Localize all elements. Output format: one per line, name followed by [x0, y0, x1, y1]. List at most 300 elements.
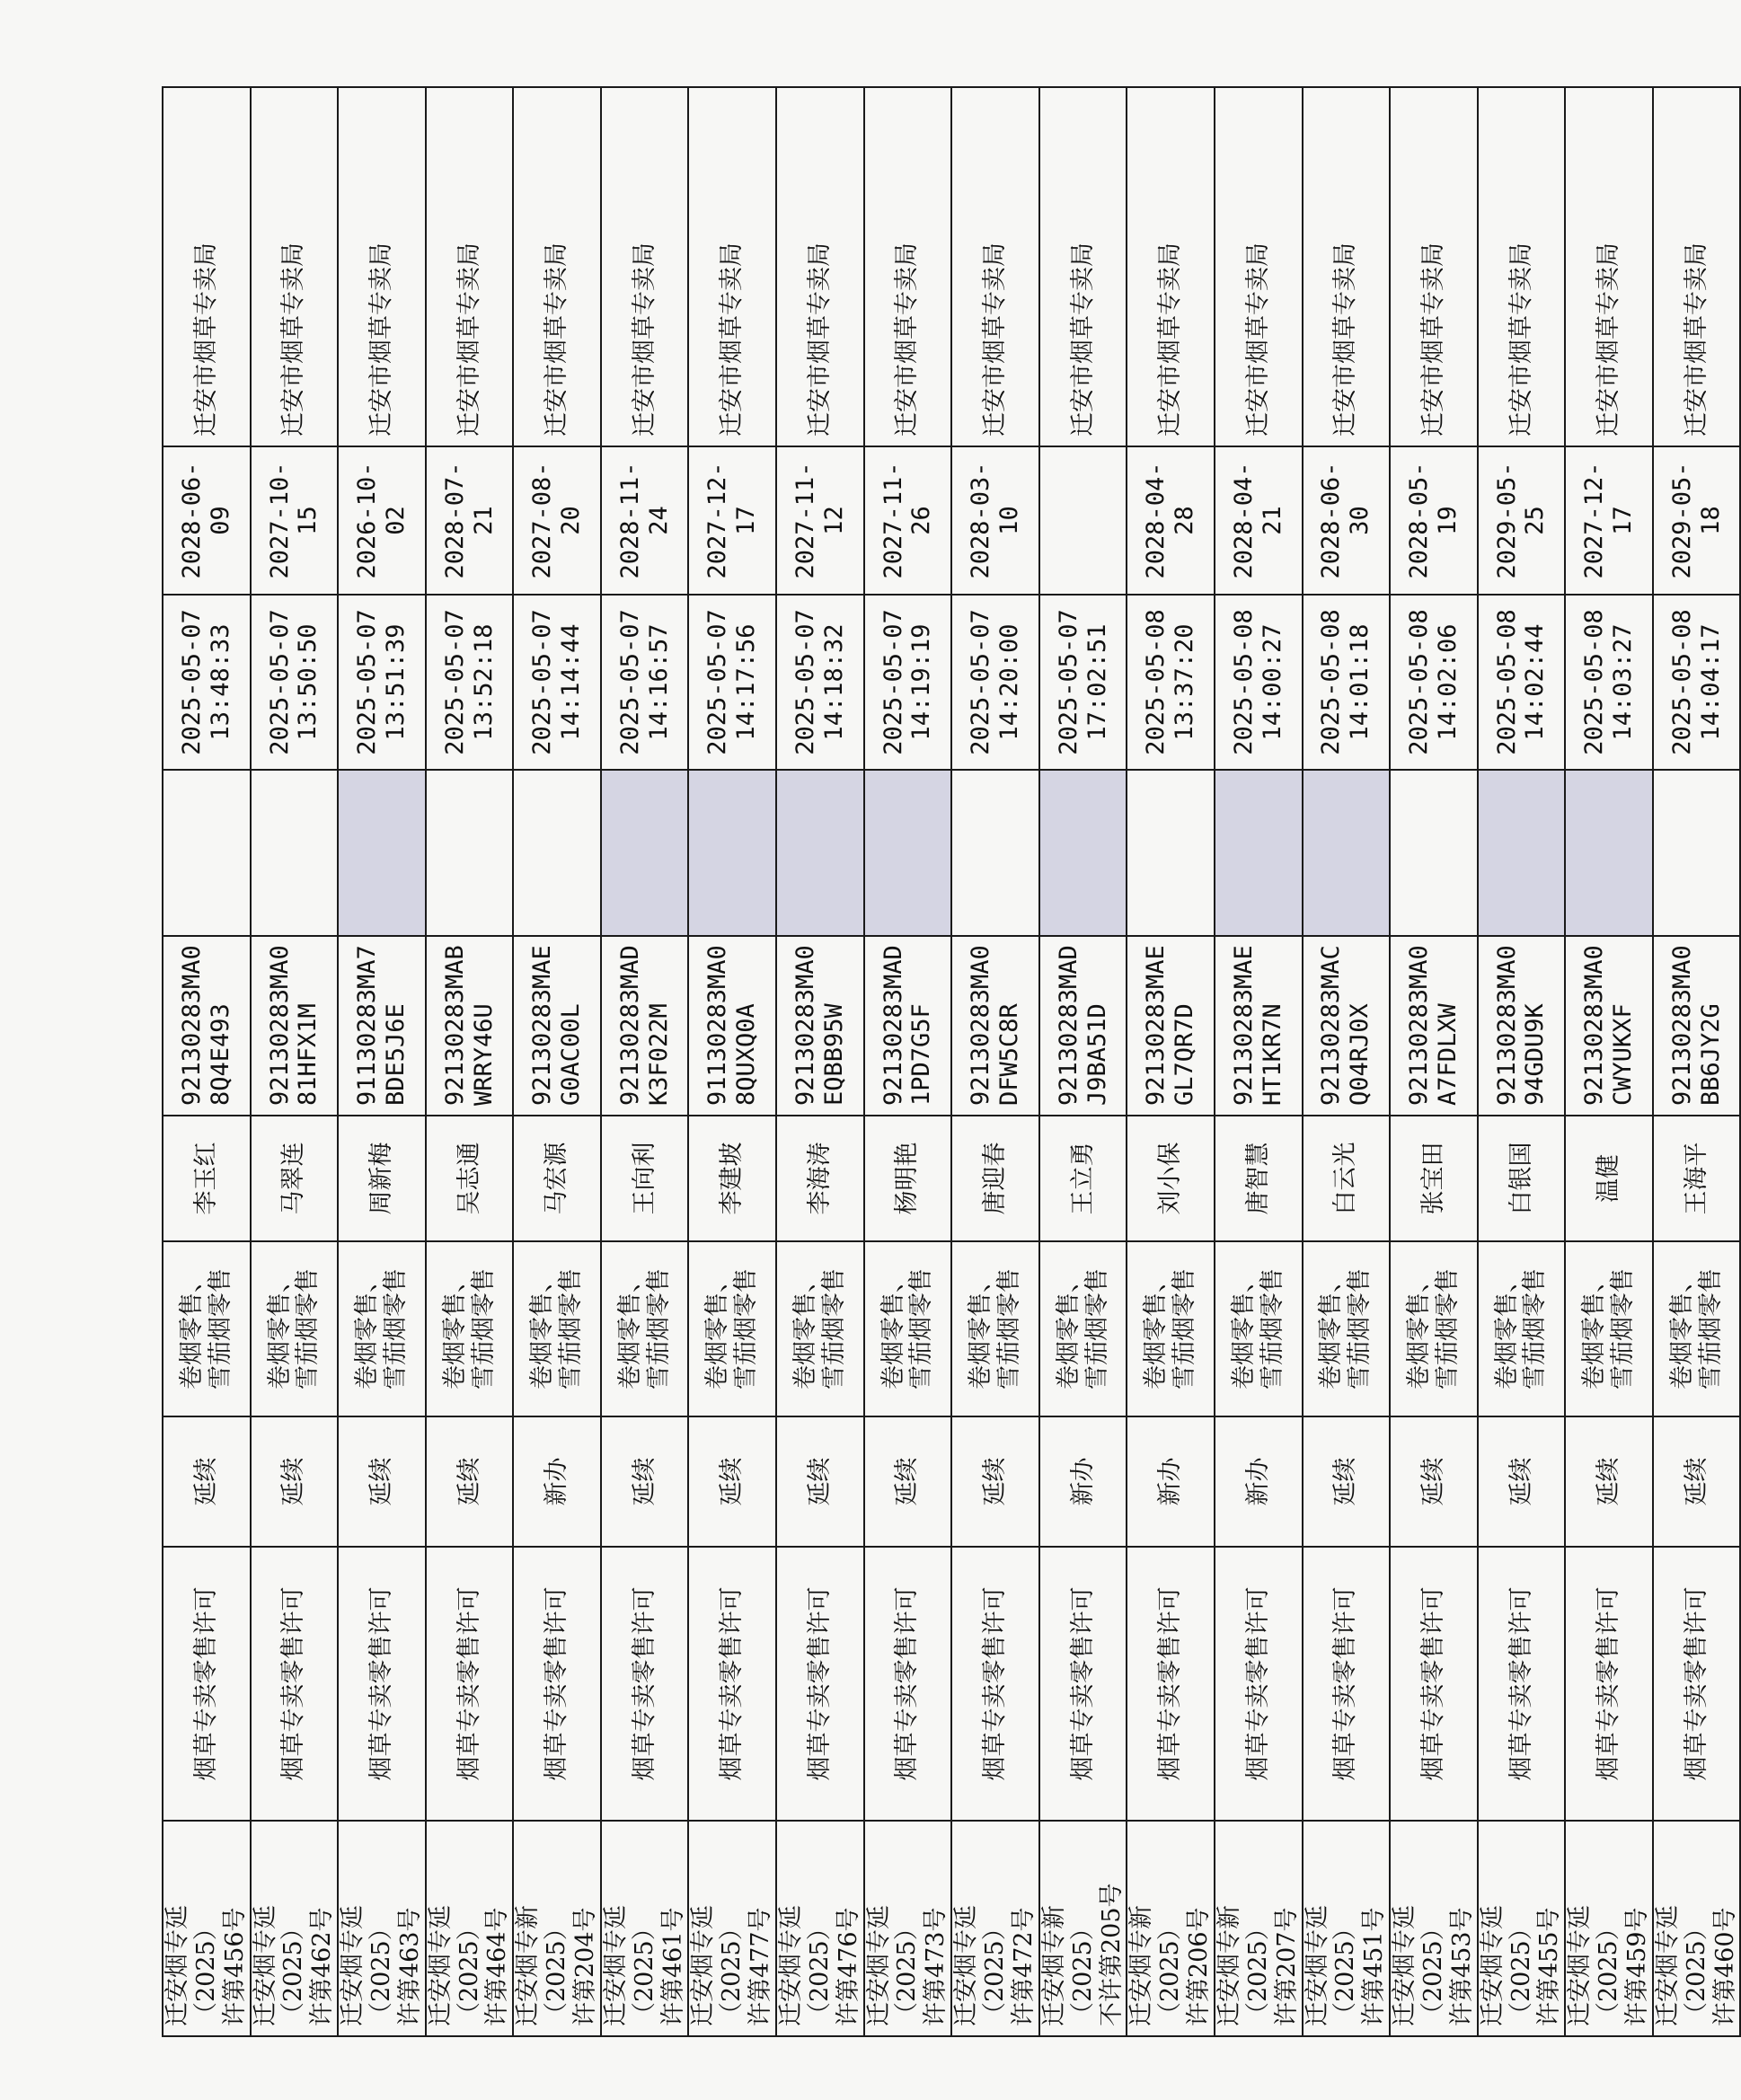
license-number: 迁安烟专延（2025） 许第464号 [426, 1905, 512, 2026]
issuing-authority: 迁安市烟草专卖局 [1331, 243, 1360, 437]
holder-name: 李海涛 [805, 1142, 834, 1215]
approval-mode-cell [688, 1416, 776, 1547]
license-type-cell [163, 1547, 251, 1821]
issuing-authority-cell [688, 87, 776, 446]
license-number: 迁安烟专延（2025） 许第463号 [339, 1905, 424, 2026]
holder-name: 王向利 [630, 1142, 658, 1215]
blank-cell [163, 770, 251, 936]
issuing-authority: 迁安市烟草专卖局 [630, 243, 658, 437]
business-scope: 卷烟零售、 雪茄烟零售 [440, 1268, 498, 1390]
valid-until: 2028-06-09 [177, 462, 234, 579]
holder-name: 王立勇 [1068, 1142, 1097, 1215]
credit-code: 92130283MAD K3F022M [615, 945, 673, 1106]
valid-until: 2026-10-02 [353, 462, 410, 579]
holder-name-cell [1215, 1116, 1303, 1241]
license-number: 迁安烟专新（2025） 不许第205号 [1039, 1883, 1126, 2026]
holder-name-cell [426, 1116, 514, 1241]
business-scope: 卷烟零售、 雪茄烟零售 [353, 1268, 410, 1390]
issuing-authority: 迁安市烟草专卖局 [367, 243, 396, 437]
holder-name: 温健 [1595, 1154, 1623, 1203]
license-number-cell [1653, 1821, 1741, 2036]
approval-mode: 延续 [805, 1457, 834, 1506]
credit-code-cell [688, 936, 776, 1116]
blank-cell [338, 770, 426, 936]
blank-cell [1039, 770, 1127, 936]
license-type: 烟草专卖零售许可 [1331, 1586, 1360, 1781]
decision-time-cell [601, 595, 689, 770]
valid-until-cell [251, 446, 339, 595]
issuing-authority: 迁安市烟草专卖局 [455, 243, 483, 437]
business-scope-cell [601, 1241, 689, 1416]
valid-until: 2028-11-24 [615, 462, 673, 579]
license-type-cell [1039, 1547, 1127, 1821]
issuing-authority-cell [1215, 87, 1303, 446]
license-number: 迁安烟专新（2025） 许第204号 [514, 1905, 600, 2026]
issuing-authority: 迁安市烟草专卖局 [893, 243, 922, 437]
decision-time-cell [513, 595, 601, 770]
decision-time-cell [1565, 595, 1653, 770]
business-scope-cell [426, 1241, 514, 1416]
license-number-cell [251, 1821, 339, 2036]
business-scope-cell [1303, 1241, 1391, 1416]
holder-name: 李建坡 [718, 1142, 747, 1215]
decision-time-cell [251, 595, 339, 770]
credit-code-cell [1390, 936, 1478, 1116]
valid-until-cell [601, 446, 689, 595]
valid-until-cell [776, 446, 864, 595]
license-type-cell [864, 1547, 952, 1821]
license-type-cell [951, 1547, 1039, 1821]
issuing-authority: 迁安市烟草专卖局 [1507, 243, 1535, 437]
holder-name-cell [163, 1116, 251, 1241]
license-type: 烟草专卖零售许可 [1068, 1586, 1097, 1781]
holder-name: 王海平 [1682, 1142, 1710, 1215]
business-scope: 卷烟零售、 雪茄烟零售 [1142, 1268, 1199, 1390]
table-row [864, 87, 952, 2036]
credit-code: 92130283MAD J9BA51D [1054, 945, 1111, 1106]
approval-mode-cell [1039, 1416, 1127, 1547]
table-row [513, 87, 601, 2036]
license-type: 烟草专卖零售许可 [279, 1586, 308, 1781]
decision-time-cell [426, 595, 514, 770]
blank-cell [688, 770, 776, 936]
holder-name-cell [1390, 1116, 1478, 1241]
license-type-cell [251, 1547, 339, 1821]
decision-time: 2025-05-07 14:20:00 [967, 609, 1023, 755]
valid-until-cell [1653, 446, 1741, 595]
license-type-cell [1390, 1547, 1478, 1821]
license-number: 迁安烟专新（2025） 许第207号 [1215, 1905, 1301, 2026]
approval-mode-cell [1303, 1416, 1391, 1547]
credit-code: 92130283MA0 A7FDLXW [1405, 945, 1462, 1106]
table-row [1039, 87, 1127, 2036]
decision-time-cell [776, 595, 864, 770]
blank-cell [776, 770, 864, 936]
approval-mode: 延续 [191, 1457, 220, 1506]
approval-mode-cell [426, 1416, 514, 1547]
credit-code: 92130283MA0 BB6JY2G [1667, 945, 1725, 1106]
decision-time-cell [864, 595, 952, 770]
license-type: 烟草专卖零售许可 [191, 1586, 220, 1781]
credit-code-cell [1215, 936, 1303, 1116]
credit-code-cell [601, 936, 689, 1116]
holder-name: 白云光 [1331, 1142, 1360, 1215]
approval-mode-cell [513, 1416, 601, 1547]
credit-code: 92130283MAE GL7QR7D [1142, 945, 1199, 1106]
approval-mode: 新办 [1068, 1457, 1097, 1506]
issuing-authority: 迁安市烟草专卖局 [1068, 243, 1097, 437]
credit-code: 92130283MA0 DFW5C8R [967, 945, 1023, 1106]
business-scope-cell [1478, 1241, 1566, 1416]
holder-name: 吴志通 [455, 1142, 483, 1215]
decision-time: 2025-05-07 14:18:32 [791, 609, 848, 755]
valid-until-cell [1565, 446, 1653, 595]
credit-code-cell [1478, 936, 1566, 1116]
blank-cell [1303, 770, 1391, 936]
issuing-authority-cell [163, 87, 251, 446]
license-type: 烟草专卖零售许可 [805, 1586, 834, 1781]
business-scope: 卷烟零售、 雪茄烟零售 [265, 1268, 323, 1390]
issuing-authority-cell [864, 87, 952, 446]
holder-name: 马翠连 [279, 1142, 308, 1215]
license-number-cell [601, 1821, 689, 2036]
valid-until-cell [1303, 446, 1391, 595]
decision-time: 2025-05-07 17:02:51 [1054, 609, 1111, 755]
license-number: 迁安烟专延（2025） 许第461号 [601, 1905, 687, 2026]
valid-until-cell [1478, 446, 1566, 595]
credit-code: 92130283MAD 1PD7G5F [879, 945, 936, 1106]
business-scope: 卷烟零售、 雪茄烟零售 [1492, 1268, 1550, 1390]
decision-time-cell [338, 595, 426, 770]
table-row [1478, 87, 1566, 2036]
credit-code-cell [951, 936, 1039, 1116]
issuing-authority: 迁安市烟草专卖局 [1682, 243, 1710, 437]
valid-until-cell [513, 446, 601, 595]
license-number: 迁安烟专延（2025） 许第476号 [777, 1905, 862, 2026]
credit-code-cell [864, 936, 952, 1116]
credit-code: 92130283MA0 94GDU9K [1492, 945, 1550, 1106]
business-scope-cell [688, 1241, 776, 1416]
credit-code-cell [1039, 936, 1127, 1116]
valid-until-cell [1390, 446, 1478, 595]
business-scope-cell [1127, 1241, 1215, 1416]
holder-name-cell [864, 1116, 952, 1241]
license-number-cell [1478, 1821, 1566, 2036]
valid-until: 2027-12-17 [1580, 462, 1638, 579]
business-scope: 卷烟零售、 雪茄烟零售 [879, 1268, 936, 1390]
license-number: 迁安烟专延（2025） 许第459号 [1566, 1905, 1651, 2026]
decision-time: 2025-05-07 14:19:19 [879, 609, 936, 755]
business-scope-cell [1565, 1241, 1653, 1416]
holder-name-cell [1303, 1116, 1391, 1241]
license-number-cell [1565, 1821, 1653, 2036]
license-number-cell [1215, 1821, 1303, 2036]
approval-mode-cell [1478, 1416, 1566, 1547]
approval-mode-cell [1127, 1416, 1215, 1547]
license-type: 烟草专卖零售许可 [367, 1586, 396, 1781]
business-scope: 卷烟零售、 雪茄烟零售 [791, 1268, 848, 1390]
issuing-authority-cell [1565, 87, 1653, 446]
approval-mode: 新办 [1243, 1457, 1272, 1506]
approval-mode-cell [1653, 1416, 1741, 1547]
decision-time: 2025-05-07 14:17:56 [703, 609, 761, 755]
credit-code-cell [251, 936, 339, 1116]
blank-cell [1127, 770, 1215, 936]
issuing-authority-cell [1039, 87, 1127, 446]
table-row [776, 87, 864, 2036]
decision-time: 2025-05-08 14:03:27 [1580, 609, 1638, 755]
valid-until-cell [338, 446, 426, 595]
business-scope-cell [338, 1241, 426, 1416]
business-scope: 卷烟零售、 雪茄烟零售 [1229, 1268, 1286, 1390]
credit-code: 91130283MA0 8QUXQ0A [703, 945, 761, 1106]
credit-code: 92130283MA0 EQBB95W [791, 945, 848, 1106]
license-number-cell [688, 1821, 776, 2036]
credit-code-cell [338, 936, 426, 1116]
issuing-authority-cell [1303, 87, 1391, 446]
license-type: 烟草专卖零售许可 [1156, 1586, 1185, 1781]
holder-name: 张宝田 [1418, 1142, 1447, 1215]
approval-mode: 延续 [279, 1457, 308, 1506]
business-scope: 卷烟零售、 雪茄烟零售 [967, 1268, 1023, 1390]
approval-mode: 延续 [981, 1457, 1010, 1506]
valid-until: 2027-11-12 [791, 462, 848, 579]
issuing-authority-cell [426, 87, 514, 446]
decision-time: 2025-05-07 13:48:33 [177, 609, 234, 755]
blank-cell [251, 770, 339, 936]
holder-name-cell [513, 1116, 601, 1241]
business-scope-cell [513, 1241, 601, 1416]
approval-mode: 延续 [1595, 1457, 1623, 1506]
credit-code-cell [776, 936, 864, 1116]
business-scope-cell [864, 1241, 952, 1416]
license-number-cell [513, 1821, 601, 2036]
decision-time: 2025-05-08 14:04:17 [1667, 609, 1725, 755]
valid-until: 2027-08-20 [528, 462, 586, 579]
license-type-cell [776, 1547, 864, 1821]
issuing-authority-cell [1653, 87, 1741, 446]
table-row [251, 87, 339, 2036]
valid-until: 2028-03-10 [967, 462, 1023, 579]
business-scope: 卷烟零售、 雪茄烟零售 [1667, 1268, 1725, 1390]
blank-cell [426, 770, 514, 936]
blank-cell [1478, 770, 1566, 936]
approval-mode-cell [338, 1416, 426, 1547]
license-number: 迁安烟专延（2025） 许第462号 [251, 1905, 337, 2026]
decision-time-cell [1390, 595, 1478, 770]
business-scope: 卷烟零售、 雪茄烟零售 [1317, 1268, 1374, 1390]
valid-until-cell [1039, 446, 1127, 595]
table-row [601, 87, 689, 2036]
holder-name-cell [776, 1116, 864, 1241]
approval-mode-cell [251, 1416, 339, 1547]
credit-code-cell [1303, 936, 1391, 1116]
blank-cell [951, 770, 1039, 936]
valid-until-cell [163, 446, 251, 595]
holder-name-cell [1653, 1116, 1741, 1241]
valid-until: 2027-12-17 [703, 462, 761, 579]
approval-mode: 延续 [630, 1457, 658, 1506]
holder-name: 周新梅 [367, 1142, 396, 1215]
holder-name: 杨明艳 [893, 1142, 922, 1215]
business-scope-cell [1390, 1241, 1478, 1416]
business-scope-cell [163, 1241, 251, 1416]
license-type-cell [426, 1547, 514, 1821]
valid-until: 2028-05-19 [1405, 462, 1462, 579]
business-scope-cell [951, 1241, 1039, 1416]
license-number-cell [426, 1821, 514, 2036]
table-row [1303, 87, 1391, 2036]
approval-mode: 新办 [1156, 1457, 1185, 1506]
approval-mode-cell [951, 1416, 1039, 1547]
issuing-authority-cell [1127, 87, 1215, 446]
license-number-cell [338, 1821, 426, 2036]
decision-time-cell [1215, 595, 1303, 770]
business-scope: 卷烟零售、 雪茄烟零售 [703, 1268, 761, 1390]
valid-until: 2028-04-21 [1229, 462, 1286, 579]
license-type: 烟草专卖零售许可 [543, 1586, 571, 1781]
decision-time-cell [1039, 595, 1127, 770]
license-number-cell [776, 1821, 864, 2036]
issuing-authority-cell [601, 87, 689, 446]
approval-mode: 延续 [893, 1457, 922, 1506]
decision-time-cell [688, 595, 776, 770]
license-number-cell [951, 1821, 1039, 2036]
license-rows [163, 87, 1740, 2036]
holder-name-cell [338, 1116, 426, 1241]
business-scope: 卷烟零售、 雪茄烟零售 [177, 1268, 234, 1390]
issuing-authority: 迁安市烟草专卖局 [1156, 243, 1185, 437]
table-row [1390, 87, 1478, 2036]
blank-cell [1565, 770, 1653, 936]
blank-cell [1653, 770, 1741, 936]
license-type: 烟草专卖零售许可 [1595, 1586, 1623, 1781]
table-row [338, 87, 426, 2036]
business-scope-cell [1215, 1241, 1303, 1416]
approval-mode-cell [1390, 1416, 1478, 1547]
business-scope: 卷烟零售、 雪茄烟零售 [1054, 1268, 1111, 1390]
holder-name: 唐迎春 [981, 1142, 1010, 1215]
license-number-cell [1127, 1821, 1215, 2036]
license-type-cell [338, 1547, 426, 1821]
approval-mode: 延续 [1418, 1457, 1447, 1506]
license-number: 迁安烟专延（2025） 许第453号 [1391, 1905, 1476, 2026]
license-type: 烟草专卖零售许可 [455, 1586, 483, 1781]
valid-until: 2028-04-28 [1142, 462, 1199, 579]
credit-code: 92130283MAE G0AC00L [528, 945, 586, 1106]
license-number: 迁安烟专延（2025） 许第455号 [1478, 1905, 1564, 2026]
issuing-authority: 迁安市烟草专卖局 [1418, 243, 1447, 437]
issuing-authority-cell [513, 87, 601, 446]
license-type-cell [1478, 1547, 1566, 1821]
holder-name-cell [688, 1116, 776, 1241]
holder-name-cell [1039, 1116, 1127, 1241]
license-number: 迁安烟专延（2025） 许第460号 [1653, 1905, 1739, 2026]
license-type-cell [513, 1547, 601, 1821]
license-number-cell [163, 1821, 251, 2036]
credit-code: 92130283MAE HT1KR7N [1229, 945, 1286, 1106]
license-type-cell [601, 1547, 689, 1821]
license-number-cell [864, 1821, 952, 2036]
license-type: 烟草专卖零售许可 [630, 1586, 658, 1781]
issuing-authority: 迁安市烟草专卖局 [718, 243, 747, 437]
license-type-cell [688, 1547, 776, 1821]
issuing-authority-cell [338, 87, 426, 446]
issuing-authority: 迁安市烟草专卖局 [279, 243, 308, 437]
table-row [163, 87, 251, 2036]
issuing-authority: 迁安市烟草专卖局 [1243, 243, 1272, 437]
approval-mode-cell [1215, 1416, 1303, 1547]
holder-name: 马宏源 [543, 1142, 571, 1215]
license-type: 烟草专卖零售许可 [1243, 1586, 1272, 1781]
approval-mode-cell [601, 1416, 689, 1547]
blank-cell [1215, 770, 1303, 936]
decision-time: 2025-05-07 14:16:57 [615, 609, 673, 755]
license-type-cell [1303, 1547, 1391, 1821]
holder-name-cell [951, 1116, 1039, 1241]
approval-mode: 延续 [455, 1457, 483, 1506]
decision-time: 2025-05-07 13:50:50 [265, 609, 323, 755]
issuing-authority-cell [1390, 87, 1478, 446]
business-scope-cell [1653, 1241, 1741, 1416]
blank-cell [513, 770, 601, 936]
license-number-cell [1303, 1821, 1391, 2036]
license-number: 迁安烟专延（2025） 许第451号 [1303, 1905, 1389, 2026]
valid-until-cell [951, 446, 1039, 595]
credit-code-cell [1127, 936, 1215, 1116]
credit-code-cell [513, 936, 601, 1116]
credit-code-cell [1565, 936, 1653, 1116]
license-number-cell [1039, 1821, 1127, 2036]
approval-mode-cell [1565, 1416, 1653, 1547]
credit-code: 92130283MA0 CWYUKXF [1580, 945, 1638, 1106]
table-row [951, 87, 1039, 2036]
valid-until: 2029-05-18 [1667, 462, 1725, 579]
issuing-authority-cell [951, 87, 1039, 446]
decision-time-cell [1478, 595, 1566, 770]
decision-time: 2025-05-07 13:52:18 [440, 609, 498, 755]
credit-code: 92130283MAB WRRY46U [440, 945, 498, 1106]
approval-mode-cell [163, 1416, 251, 1547]
license-type: 烟草专卖零售许可 [1507, 1586, 1535, 1781]
business-scope-cell [776, 1241, 864, 1416]
issuing-authority: 迁安市烟草专卖局 [981, 243, 1010, 437]
approval-mode: 延续 [718, 1457, 747, 1506]
license-type: 烟草专卖零售许可 [893, 1586, 922, 1781]
decision-time: 2025-05-08 14:02:06 [1405, 609, 1462, 755]
license-number: 迁安烟专延（2025） 许第473号 [864, 1905, 950, 2026]
valid-until: 2028-06-30 [1317, 462, 1374, 579]
approval-mode: 延续 [1507, 1457, 1535, 1506]
valid-until-cell [1215, 446, 1303, 595]
business-scope: 卷烟零售、 雪茄烟零售 [1405, 1268, 1462, 1390]
approval-mode: 新办 [543, 1457, 571, 1506]
blank-cell [864, 770, 952, 936]
valid-until: 2029-05-25 [1492, 462, 1550, 579]
license-type-cell [1127, 1547, 1215, 1821]
holder-name-cell [1565, 1116, 1653, 1241]
decision-time-cell [163, 595, 251, 770]
business-scope-cell [251, 1241, 339, 1416]
decision-time: 2025-05-08 14:01:18 [1317, 609, 1374, 755]
license-number: 迁安烟专延（2025） 许第477号 [689, 1905, 775, 2026]
holder-name: 李玉红 [191, 1142, 220, 1215]
decision-time: 2025-05-08 13:37:20 [1142, 609, 1199, 755]
issuing-authority: 迁安市烟草专卖局 [191, 243, 220, 437]
approval-mode: 延续 [1682, 1457, 1710, 1506]
decision-time-cell [1653, 595, 1741, 770]
issuing-authority-cell [251, 87, 339, 446]
